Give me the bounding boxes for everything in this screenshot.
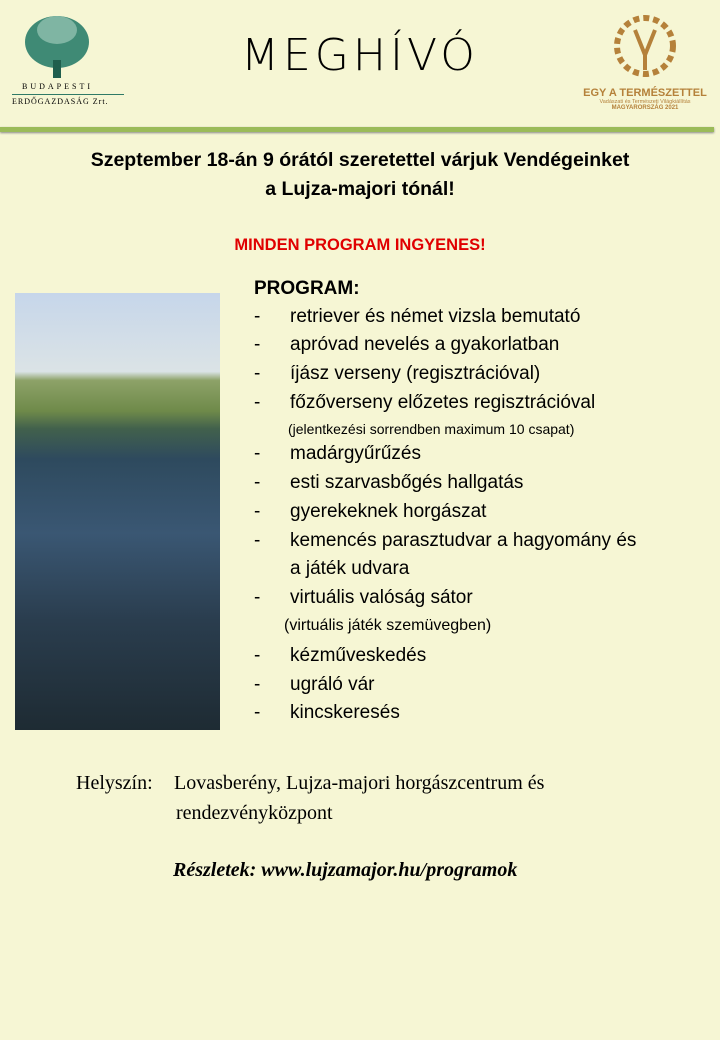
program-item-text: kemencés parasztudvar a hagyomány és xyxy=(290,530,637,551)
program-item-text: íjász verseny (regisztrációval) xyxy=(290,363,541,384)
logo-text-line1: BUDAPESTI xyxy=(22,82,94,91)
location-label: Helyszín: xyxy=(76,772,153,794)
program-item-text: kincskeresés xyxy=(290,702,400,723)
program-item-text: retriever és német vizsla bemutató xyxy=(290,306,581,327)
program-item-text: esti szarvasbőgés hallgatás xyxy=(290,472,524,493)
program-item-text: apróvad nevelés a gyakorlatban xyxy=(290,334,560,355)
program-item-text: virtuális valóság sátor xyxy=(290,587,473,608)
bullet-dash: - xyxy=(254,472,261,493)
program-item-text: kézműveskedés xyxy=(290,645,427,666)
location-line1: Lovasberény, Lujza-majori horgászcentrum és xyxy=(174,772,545,794)
lake-photo xyxy=(15,293,220,730)
program-item-text: (jelentkezési sorrendben maximum 10 csapat) xyxy=(288,421,575,437)
bullet-dash: - xyxy=(254,334,261,355)
bullet-dash: - xyxy=(254,645,261,666)
program-heading: PROGRAM: xyxy=(254,278,360,299)
logo-text-line1: EGY A TERMÉSZETTEL xyxy=(583,87,707,99)
page-title: MEGHÍVÓ xyxy=(241,30,479,81)
bullet-dash: - xyxy=(254,443,261,464)
program-item-text: főzőverseny előzetes regisztrációval xyxy=(290,392,596,413)
logo-text-line2: ERDŐGAZDASÁG Zrt. xyxy=(12,97,109,106)
program-list xyxy=(254,278,637,723)
bullet-dash: - xyxy=(254,674,261,695)
divider-bar xyxy=(0,127,714,132)
logo-text-line2: Vadászati és Természeti Világkiállítás xyxy=(599,99,691,105)
free-notice: MINDEN PROGRAM INGYENES! xyxy=(234,236,486,254)
bullet-dash: - xyxy=(254,501,261,522)
program-item-text: a játék udvara xyxy=(290,558,410,579)
bullet-dash: - xyxy=(254,306,261,327)
bullet-dash: - xyxy=(254,392,261,413)
deer-wreath-icon xyxy=(610,10,680,82)
location-line2: rendezvényközpont xyxy=(176,802,333,824)
egy-a-termeszettel-logo xyxy=(580,10,710,120)
bullet-dash: - xyxy=(254,363,261,384)
program-item-text: madárgyűrűzés xyxy=(290,443,421,464)
logo-text-line3: MAGYARORSZÁG 2021 xyxy=(611,105,679,111)
bullet-dash: - xyxy=(254,702,261,723)
headline-line2: a Lujza-majori tónál! xyxy=(265,178,455,200)
details-link[interactable]: Részletek: www.lujzamajor.hu/programok xyxy=(173,859,518,881)
bullet-dash: - xyxy=(254,587,261,608)
headline xyxy=(0,146,720,204)
bullet-dash: - xyxy=(254,530,261,551)
headline-line1: Szeptember 18-án 9 órától szeretettel várjuk Vendégeinket xyxy=(90,149,630,171)
program-item-text: gyerekeknek horgászat xyxy=(290,501,487,522)
program-item-text: (virtuális játék szemüvegben) xyxy=(284,617,492,634)
program-item-text: ugráló vár xyxy=(290,674,375,695)
